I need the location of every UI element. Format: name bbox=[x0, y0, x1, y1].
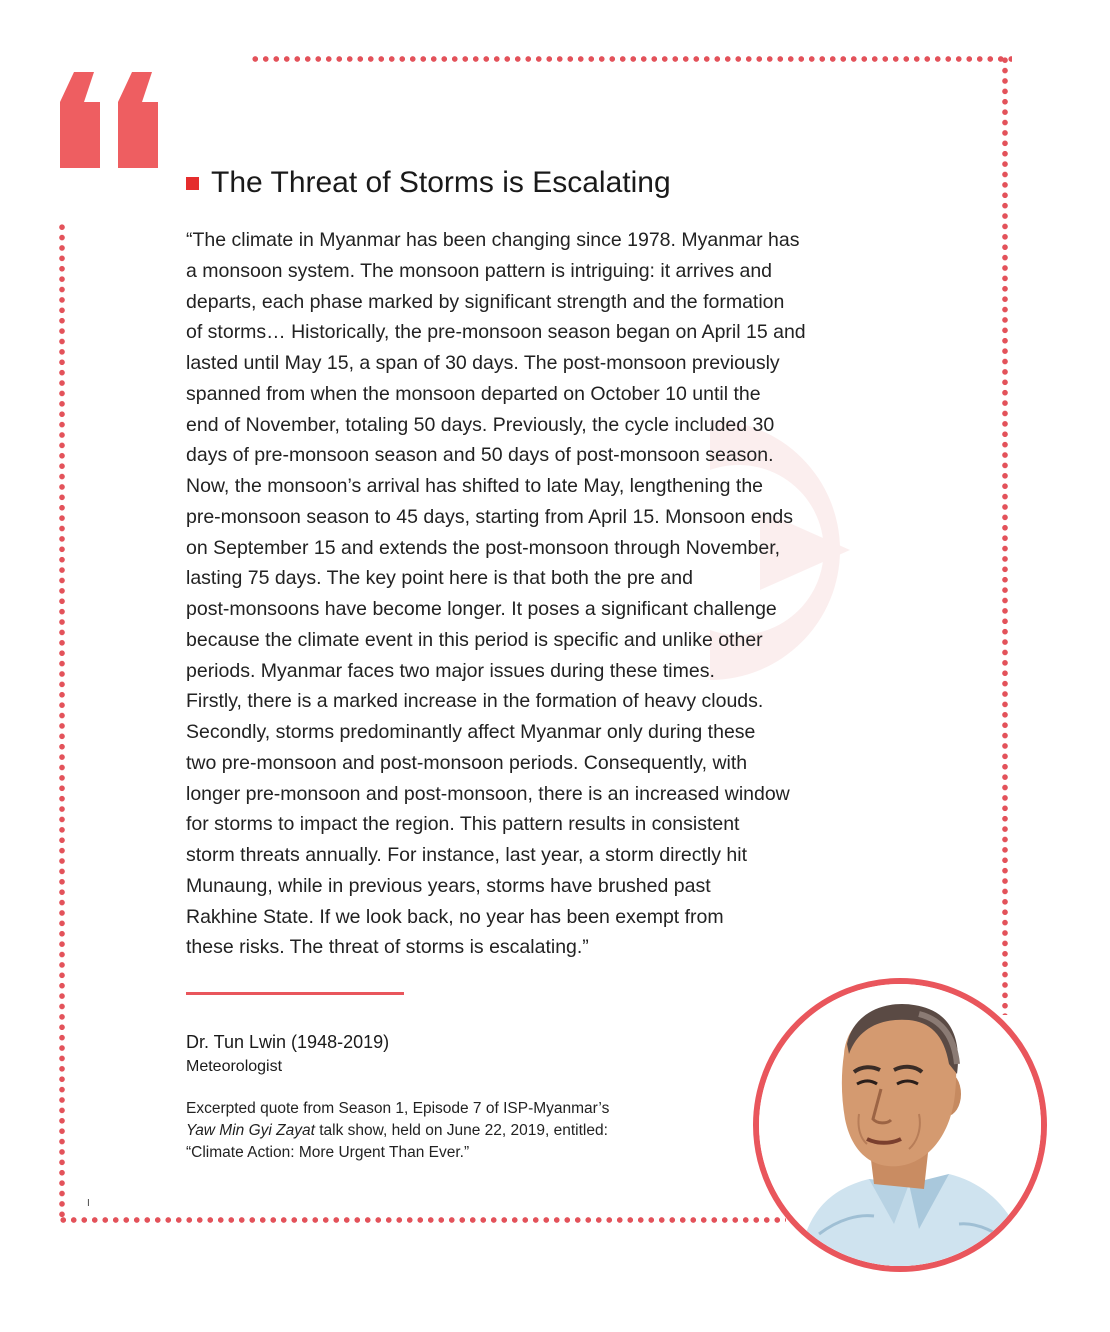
quote-line: pre-monsoon season to 45 days, starting from April 15. Monsoon ends bbox=[186, 505, 794, 528]
source-line-rest: talk show, held on June 22, 2019, entitled: bbox=[314, 1122, 608, 1139]
quote-line: Firstly, there is a marked increase in the formation of heavy clouds. bbox=[186, 690, 764, 713]
quote-line: spanned from when the monsoon departed on October 10 until the bbox=[186, 382, 761, 405]
quote-line: longer pre-monsoon and post-monsoon, there is an increased window bbox=[186, 782, 790, 805]
quote-line: days of pre-monsoon season and 50 days of post-monsoon season. bbox=[186, 444, 774, 467]
section-heading-text: The Threat of Storms is Escalating bbox=[211, 166, 671, 199]
quote-line: Rakhine State. If we look back, no year has been exempt from bbox=[186, 905, 724, 928]
quote-line: Now, the monsoon’s arrival has shifted to late May, lengthening the bbox=[186, 475, 764, 497]
square-bullet-icon bbox=[186, 177, 199, 190]
quote-line: end of November, totaling 50 days. Previously, the cycle included 30 bbox=[186, 413, 775, 436]
quote-line: Secondly, storms predominantly affect Myanmar only during these bbox=[186, 721, 756, 743]
quote-line: departs, each phase marked by significant strength and the formation bbox=[186, 290, 785, 313]
source-line: “Climate Action: More Urgent Than Ever.” bbox=[186, 1144, 470, 1161]
opening-quote-icon bbox=[60, 72, 158, 170]
quote-line: for storms to impact the region. This pattern results in consistent bbox=[186, 813, 740, 836]
dotted-border-right bbox=[1001, 55, 1009, 1015]
author-role: Meteorologist bbox=[186, 1058, 283, 1075]
dotted-border-left bbox=[58, 222, 66, 1220]
quote-line: a monsoon system. The monsoon pattern is intriguing: it arrives and bbox=[186, 259, 773, 282]
page-marker: I bbox=[87, 1198, 90, 1209]
quote-line: of storms… Historically, the pre-monsoon season began on April 15 and bbox=[186, 321, 806, 344]
accent-divider bbox=[186, 992, 404, 995]
source-line: Excerpted quote from Season 1, Episode 7 of ISP-Myanmar’s bbox=[186, 1100, 610, 1117]
quote-line: lasting 75 days. The key point here is that both the pre and bbox=[186, 567, 693, 590]
show-title: Yaw Min Gyi Zayat bbox=[186, 1122, 315, 1139]
author-name: Dr. Tun Lwin (1948-2019) bbox=[186, 1032, 390, 1052]
quote-line: on September 15 and extends the post-monsoon through November, bbox=[186, 536, 781, 559]
quote-line: two pre-monsoon and post-monsoon periods. Consequently, with bbox=[186, 751, 748, 774]
quote-line: storm threats annually. For instance, last year, a storm directly hit bbox=[186, 844, 748, 866]
source-citation bbox=[186, 1098, 746, 1164]
quote-line: Munaung, while in previous years, storms have brushed past bbox=[186, 874, 711, 897]
quote-line: post-monsoons have become longer. It poses a significant challenge bbox=[186, 598, 777, 620]
quote-line: “The climate in Myanmar has been changing since 1978. Myanmar has bbox=[186, 229, 800, 251]
dotted-border-top bbox=[250, 55, 1012, 63]
portrait-illustration bbox=[759, 984, 1041, 1266]
author-portrait bbox=[753, 978, 1047, 1272]
source-line bbox=[186, 1120, 746, 1142]
quote-line: these risks. The threat of storms is escalating.” bbox=[186, 936, 589, 959]
quote-line: because the climate event in this period is specific and unlike other bbox=[186, 628, 763, 651]
quote-line: periods. Myanmar faces two major issues during these times. bbox=[186, 659, 715, 682]
section-heading bbox=[186, 166, 671, 200]
dotted-border-bottom bbox=[58, 1216, 786, 1224]
quote-body bbox=[186, 225, 886, 963]
quote-line: lasted until May 15, a span of 30 days. The post-monsoon previously bbox=[186, 352, 780, 374]
